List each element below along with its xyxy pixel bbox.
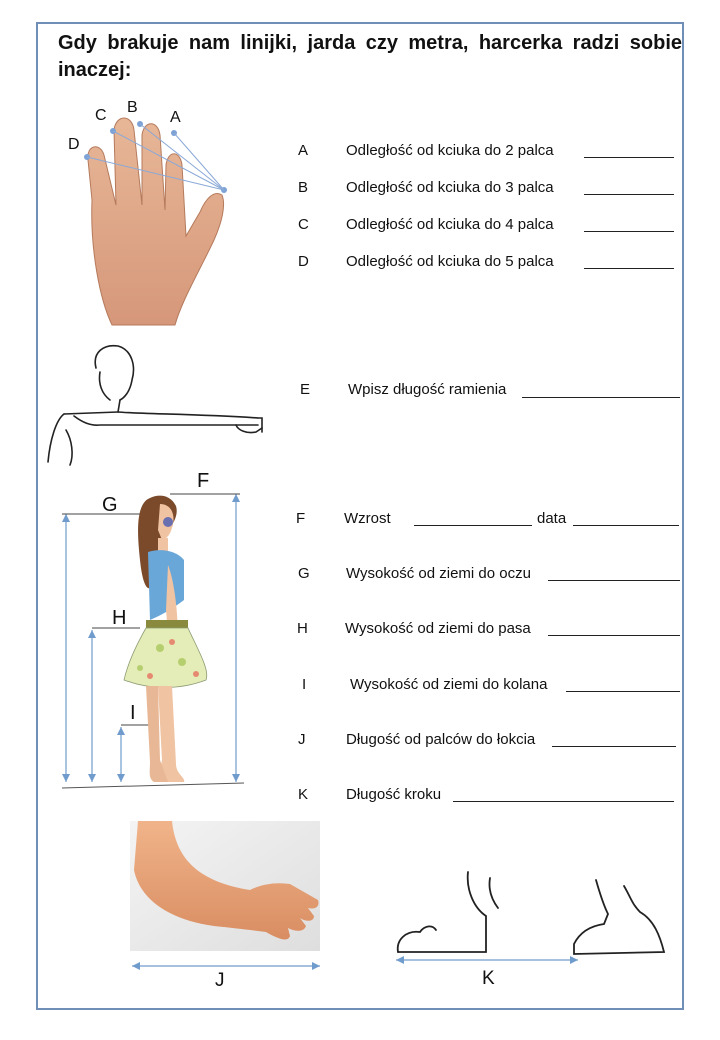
hand-item-c-letter: C <box>298 216 309 233</box>
hand-item-d-text: Odległość od kciuka do 5 palca <box>346 253 554 270</box>
arm-item-letter: E <box>300 381 311 398</box>
body-label-f: F <box>197 470 210 492</box>
body-item-i-letter: I <box>302 676 307 693</box>
worksheet-title: Gdy brakuje nam linijki, jarda czy metra, harcerka radzi sobie inaczej: <box>58 32 682 81</box>
step-label-k: K <box>482 968 495 989</box>
body-label-h: H <box>112 607 127 629</box>
hand-item-d-letter: D <box>298 253 309 270</box>
hand-item-a-letter: A <box>298 142 309 159</box>
hand-item-b-letter: B <box>298 179 309 196</box>
date-label: data <box>537 510 567 527</box>
body-item-h-text: Wysokość od ziemi do pasa <box>345 620 531 637</box>
body-item-g-letter: G <box>298 565 310 582</box>
hand-label-a: A <box>170 109 181 126</box>
body-item-j-text: Długość od palców do łokcia <box>346 731 536 748</box>
body-label-i: I <box>130 702 136 724</box>
body-item-j-letter: J <box>298 731 306 748</box>
body-label-g: G <box>102 494 118 516</box>
hand-label-c: C <box>95 107 107 124</box>
height-item-letter: F <box>296 510 306 527</box>
body-item-k-text: Długość kroku <box>346 786 442 803</box>
height-item-text: Wzrost <box>344 510 391 527</box>
body-item-h-letter: H <box>297 620 308 637</box>
hand-label-d: D <box>68 136 80 153</box>
hand-item-a-text: Odległość od kciuka do 2 palca <box>346 142 554 159</box>
hand-item-c-text: Odległość od kciuka do 4 palca <box>346 216 554 233</box>
body-item-g-text: Wysokość od ziemi do oczu <box>346 565 531 582</box>
hand-item-b-text: Odległość od kciuka do 3 palca <box>346 179 554 196</box>
body-item-k-letter: K <box>298 786 309 803</box>
body-item-i-text: Wysokość od ziemi do kolana <box>350 676 548 693</box>
hand-label-b: B <box>127 99 138 116</box>
forearm-label-j: J <box>215 970 225 991</box>
arm-item-text: Wpisz długość ramienia <box>348 381 507 398</box>
